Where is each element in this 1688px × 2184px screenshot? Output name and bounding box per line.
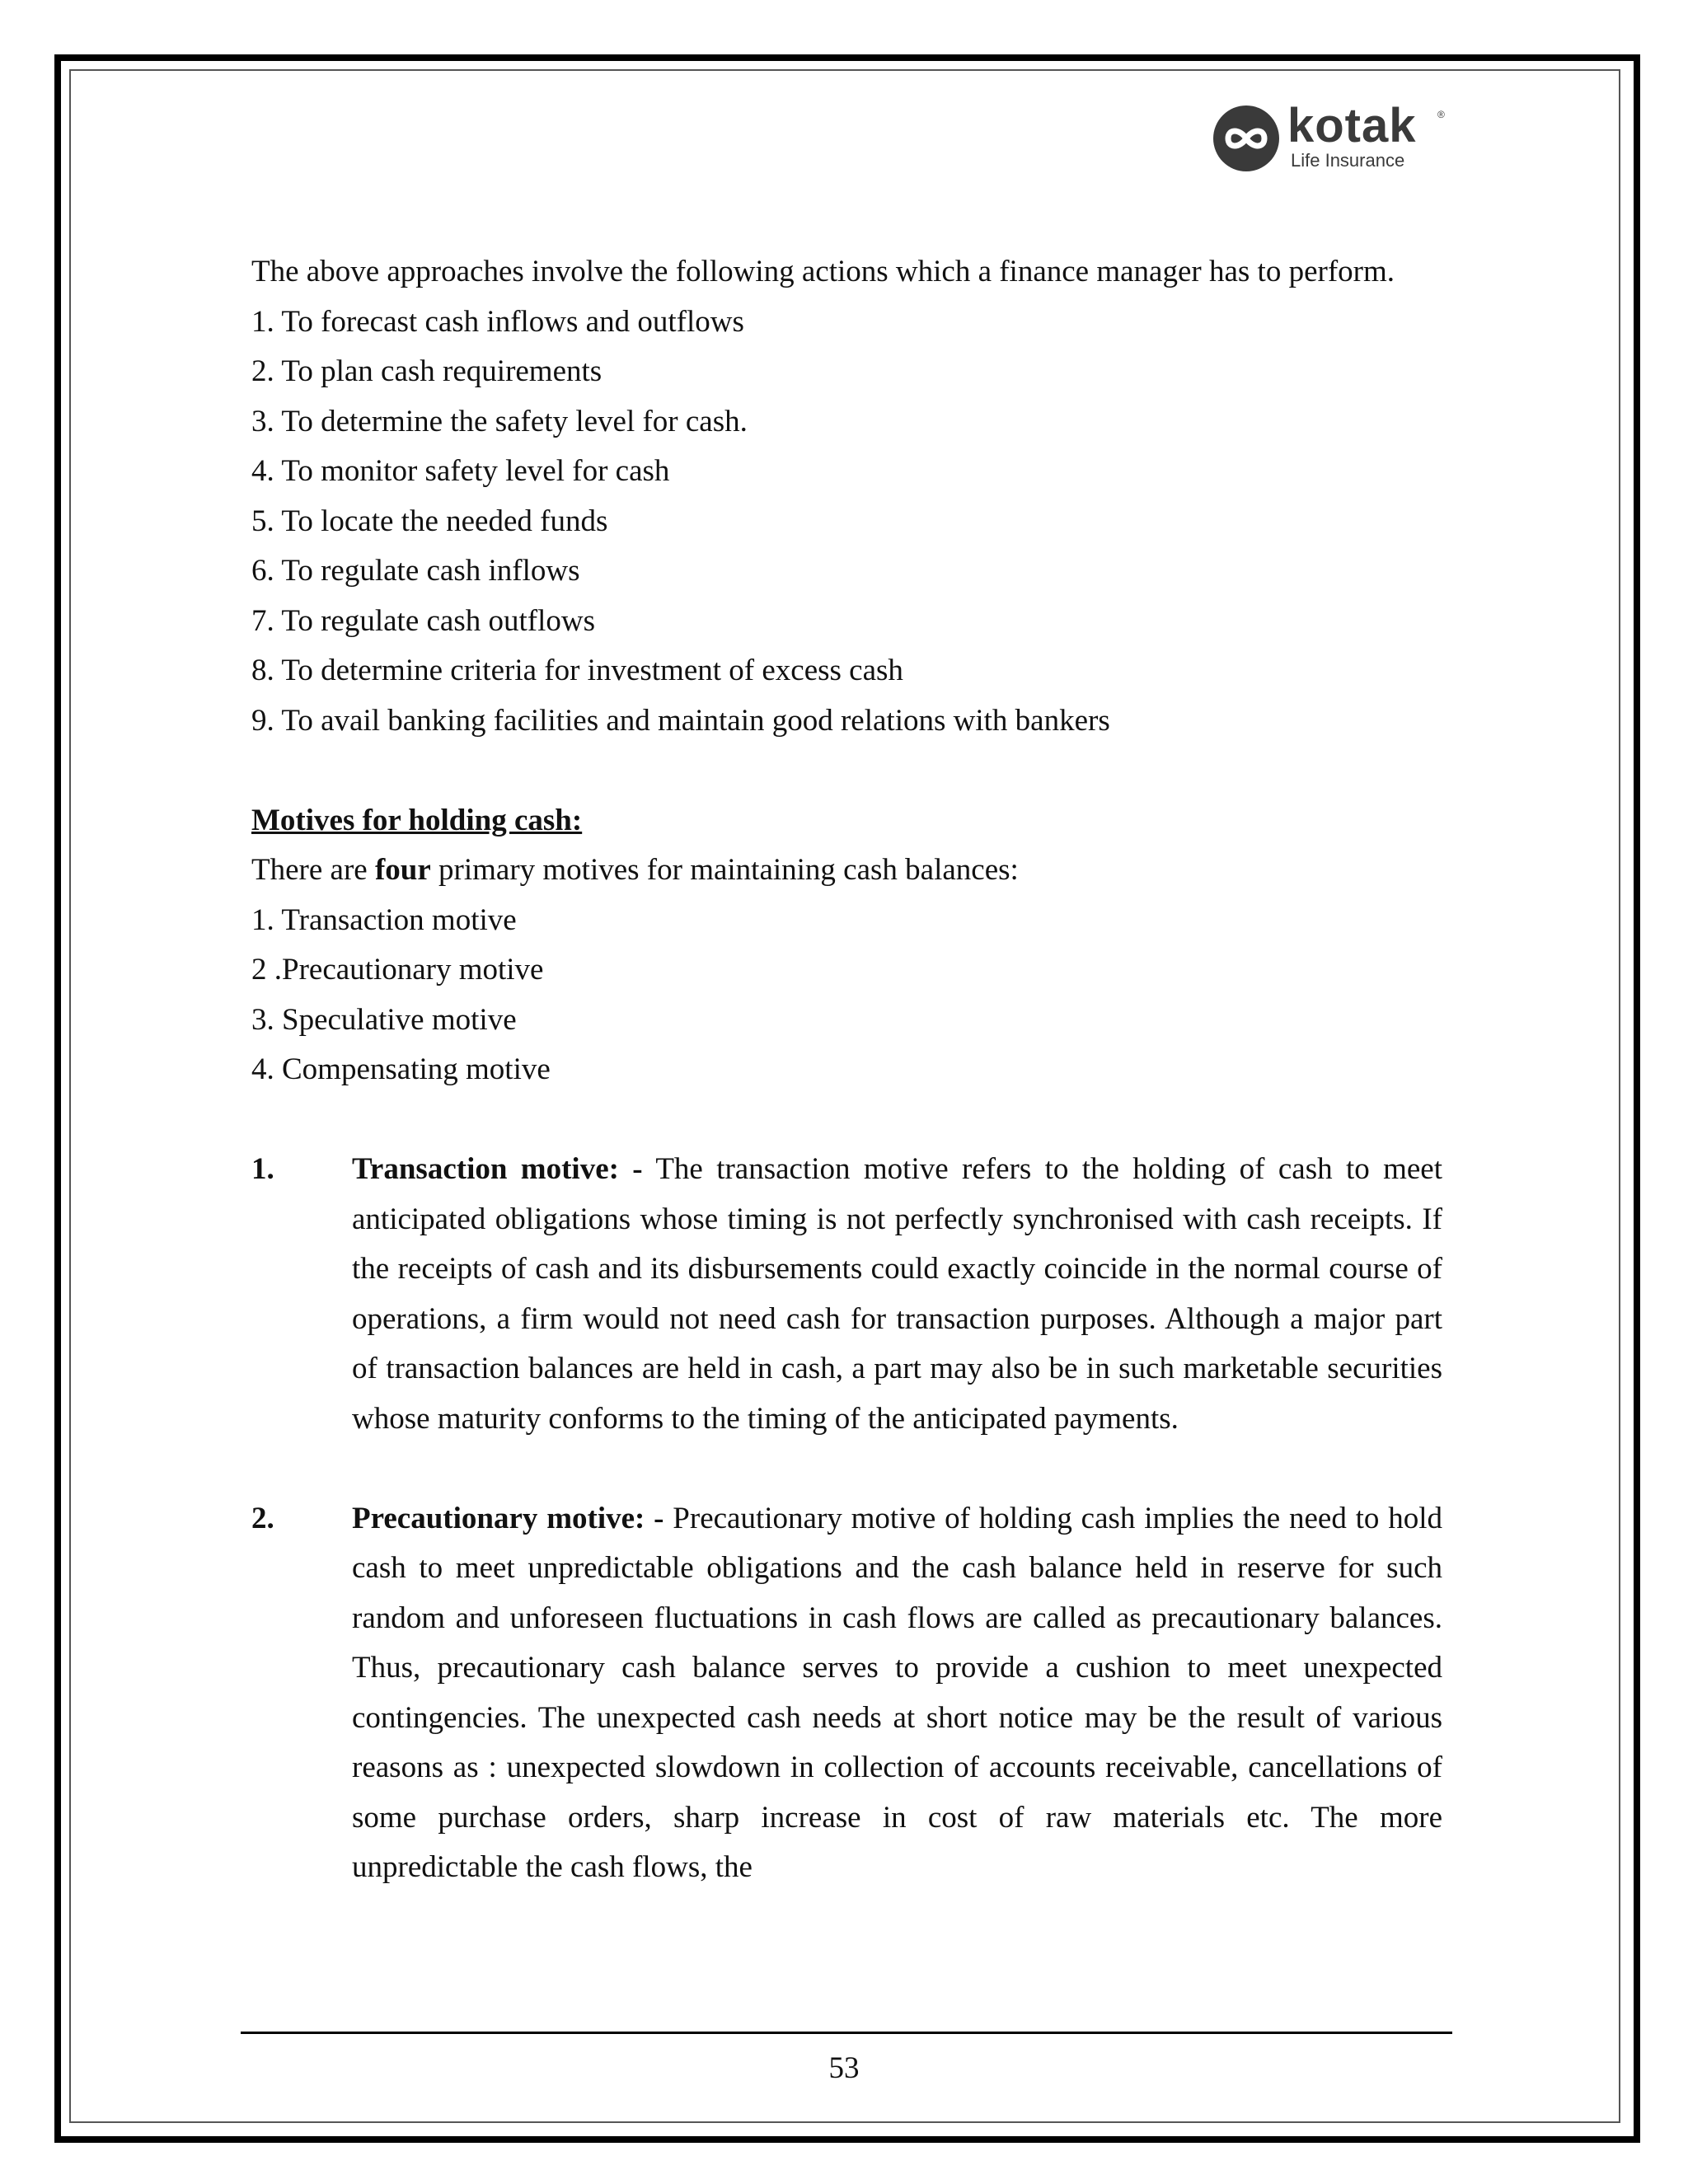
item-number: 1. — [251, 1152, 274, 1186]
item-body — [352, 1145, 1442, 1444]
list-item: 6. To regulate cash inflows — [251, 554, 580, 588]
logo-tagline: Life Insurance — [1291, 150, 1405, 171]
list-item: 8. To determine criteria for investment of excess cash — [251, 654, 903, 687]
motives-lead-end: primary motives for maintaining cash balances: — [430, 853, 1019, 887]
kotak-infinity-icon — [1212, 104, 1281, 173]
list-item: 4. Compensating motive — [251, 1052, 551, 1086]
list-item: 3. Speculative motive — [251, 1002, 517, 1037]
item-text: The transaction motive refers to the holding of cash to meet anticipated obligations whose timing is not perfectly synchronised with cash receipts. If the receipts of cash and its disbursements could exactly coincide in the normal course of operations, a firm would not need cash for transaction purposes. Although a major part of transaction balances are held in cash, a part may also be in such marketable securities whose maturity conforms to the timing of the anticipated payments. — [352, 1152, 1442, 1436]
section-heading: Motives for holding cash: — [251, 803, 583, 837]
motives-list — [251, 896, 1442, 1095]
list-item: 1. To forecast cash inflows and outflows — [251, 304, 744, 339]
intro-paragraph: The above approaches involve the following actions which a finance manager has to perform. — [251, 255, 1395, 288]
list-item: 2. To plan cash requirements — [251, 354, 603, 388]
list-item: 7. To regulate cash outflows — [251, 603, 595, 638]
list-item: 3. To determine the safety level for cash. — [251, 404, 748, 438]
item-term: Precautionary motive: - — [352, 1501, 664, 1535]
item-text: Precautionary motive of holding cash implies the need to hold cash to meet unpredictable obligations and the cash balance held in reserve for such random and unforeseen fluctuations in cash flows are called as precautionary balances. Thus, precautionary cash balance serves to provide a cushion to meet unexpected contingencies. The unexpected cash needs at short notice may be the result of various reasons as : unexpected slowdown in collection of accounts receivable, cancellations of some purchase orders, sharp increase in cost of raw materials etc. The more unpredictable the cash flows, the — [352, 1501, 1443, 1884]
precautionary-motive-item — [251, 1494, 1442, 1893]
actions-list — [251, 298, 1442, 747]
item-number: 2. — [251, 1501, 274, 1535]
transaction-motive-item — [251, 1145, 1442, 1444]
motives-lead — [251, 846, 1442, 896]
logo-registered-mark: ® — [1437, 109, 1445, 120]
list-item: 2 .Precautionary motive — [251, 953, 544, 987]
motives-lead-start: There are — [251, 853, 375, 887]
item-body — [352, 1494, 1442, 1893]
kotak-logo — [1212, 99, 1451, 173]
footer-divider — [241, 2032, 1452, 2034]
list-item: 5. To locate the needed funds — [251, 504, 608, 538]
list-item: 9. To avail banking facilities and maintain good relations with bankers — [251, 703, 1110, 738]
list-item: 4. To monitor safety level for cash — [251, 454, 670, 488]
item-term: Transaction motive: - — [352, 1152, 643, 1186]
motives-lead-count: four — [374, 853, 431, 887]
page-content — [251, 247, 1442, 1893]
logo-wordmark: kotak — [1287, 99, 1417, 152]
list-item: 1. Transaction motive — [251, 902, 517, 937]
page-number: 53 — [828, 2051, 860, 2085]
